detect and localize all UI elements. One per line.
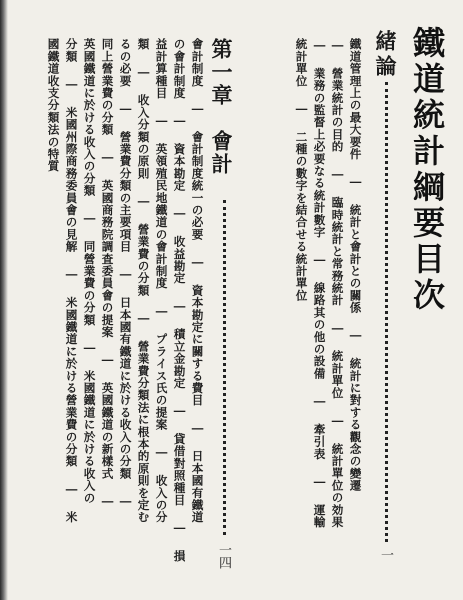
chapter-1-line: 同上營業費の分類 ― 英國商務院調査委員會の提案 ― 英國鐵道の新樣式 ― — [100, 38, 115, 509]
chapter-1-line: 類 ― 收入分類の原則 ― 營業費の分類 ― 營業費分類法に根本的原則を定む — [136, 38, 151, 524]
chapter-1-line: の會計制度 ― 資本勘定 ― 收益勘定 ― 積立金勘定 ― 貸借對照種目 ― 損 — [172, 38, 187, 562]
chapter-1-line: 國鐵道收支分類法の特質 — [46, 38, 61, 173]
chapter-1-line: るの必要 ― 營業費分類の主要項目 ― 日本國有鐵道に於ける收入の分類 ― — [118, 38, 133, 509]
scan-edge — [0, 0, 8, 600]
introduction-line: ― 營業統計の目的 ― 臨時統計と常務統計 ― 統計單位 ― 統計單位の効果 — [330, 38, 345, 528]
document-title: 鐵道統計綱要目次 — [408, 26, 446, 314]
chapter-1-heading: 第一章 會計 — [209, 38, 234, 176]
chapter-1-line: 英國鐵道に於ける收入の分類 ― 同營業費の分類 ― 米國鐵道に於ける收入の — [82, 38, 97, 504]
chapter-1-page-number: 一四 — [216, 543, 231, 569]
chapter-1-line: 益計算種目 ― 英領殖民地鐵道の會計制度 ― プライス氏の提案 ― 收入の分 — [154, 38, 169, 524]
chapter-1-line: 會計制度 ― 會計制度統一の必要 ― 資本勘定に關する費目 ― 日本國有鐵道 — [190, 38, 205, 524]
chapter-1-dot-leader — [223, 200, 226, 535]
chapter-1-line: 分類 ― 米國州際商務委員會の見解 ― 米國鐵道に於ける營業費の分類 ― 米 — [64, 38, 79, 524]
introduction-dot-leader — [385, 82, 388, 542]
introduction-heading: 緒論 — [373, 30, 398, 80]
introduction-line: ― 業務の監督上必要なる統計數字 ― 線路其の他の設備 ― 牽引表 ― 運輸 — [312, 38, 327, 528]
introduction-page-number: 一 — [378, 548, 393, 561]
introduction-line: 統計單位 ― 二種の數字を結合せる統計單位 — [294, 38, 309, 302]
introduction-line: 鐵道管理上の最大要件 ― 統計と會計との關係 ― 統計に對する觀念の變遷 — [348, 38, 363, 492]
